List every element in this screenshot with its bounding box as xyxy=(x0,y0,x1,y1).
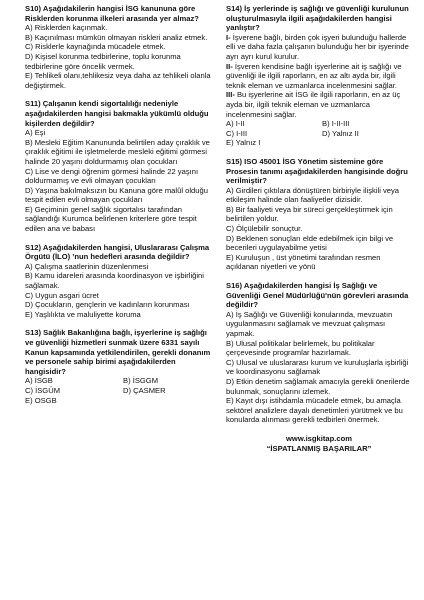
option-c: C) Ulusal ve uluslararası kurum ve kuruluşlarla işbirliği ve koordinasyonu sağlamak xyxy=(226,357,409,377)
question-13 xyxy=(25,328,215,405)
option-d: D) Beklenen sonuçları elde edebilmek için bilgi ve becerileri uygulayabilme yetisi xyxy=(226,233,394,253)
website-url: www.isgkitap.com xyxy=(286,433,352,443)
option-d: D) Yalnız II xyxy=(322,128,359,138)
option-b: B) Bir faaliyeti veya bir süreci gerçekleştirmek için belirtilen yoldur. xyxy=(226,204,393,224)
statement-label: III- xyxy=(226,90,235,100)
option-a: A) Çalışma saatlerinin düzenlenmesi xyxy=(25,261,149,271)
option-e: E) Kayıt dışı istihdamla mücadele etmek, bu amaçla sektörel analizlere dayalı denetimleri yürütmek ve bu konularda alınması gerekli tedbirleri önermek. xyxy=(226,396,403,425)
statement-text: İşverene bağlı, birden çok işyeri bulunduğu hallerde elli ve daha fazla çalışanın bulunduğu her bir işyerinde ayrı ayrı kurul kurulur. xyxy=(226,32,409,61)
question-11 xyxy=(25,99,215,233)
option-a: A) I-II xyxy=(226,119,245,129)
options-grid xyxy=(25,376,215,405)
option-e: E) Kuruluşun , üst yönetimi tarafından resmen açıklanan niyetleri ve yönü xyxy=(226,252,381,272)
option-c: C) Uygun asgari ücret xyxy=(25,290,99,300)
option-b: B) Ulusal politikalar belirlemek, bu politikalar çerçevesinde programlar hazırlamak. xyxy=(226,338,375,358)
statement-text: Bu işyerlerine ait İSG ile ilgili raporların, en az üç ayda bir, ilgili teknik eleman ve uzmanlarca incelenmesini sağlar. xyxy=(226,90,401,119)
option-a: A) Eşi xyxy=(25,128,46,138)
option-c: C) I-III xyxy=(226,128,248,138)
question-stem: S12) Aşağıdakilerden hangisi, Uluslararası Çalışma Örgütü (İLO) ’nun hedefleri arasında değildir? xyxy=(25,242,210,262)
option-a: A) İş Sağlığı ve Güvenliği konularında, mevzuatın uygulanmasını sağlamak ve mevzuat çalışması yapmak. xyxy=(226,309,393,338)
question-14 xyxy=(226,4,412,148)
statement-2 xyxy=(226,62,412,91)
option-d: D) Yaşına bakılmaksızın bu Kanuna göre malûl olduğu tespit edilen evli olmayan çocukları xyxy=(25,185,208,205)
statement-label: II- xyxy=(226,61,233,71)
question-stem: S13) Sağlık Bakanlığına bağlı, işyerlerine iş sağlığı ve güvenliği hizmetleri sunmak üzere 6331 sayılı Kanun kapsamında yetkilendirilen, gerekli donanım ve personele sahip birimi aşağıdakilerden hangisidir? xyxy=(25,328,211,376)
right-column xyxy=(226,4,412,453)
option-d: D) ÇASMER xyxy=(123,385,166,395)
left-column xyxy=(25,4,215,414)
option-b: B) Mesleki Eğitim Kanununda belirtilen aday çıraklık ve çıraklık eğitimi ile işletmelerde mesleki eğitimi görmesi halinde 20 yaşını doldurmamış olan çocukları xyxy=(25,137,210,166)
option-c: C) Ölçülebilir sonuçtur. xyxy=(226,224,303,234)
statement-1 xyxy=(226,33,412,62)
question-stem: S10) Aşağıdakilerin hangisi İSG kanununa göre Risklerden korunma ilkeleri arasında yer almaz? xyxy=(25,4,199,23)
option-d: D) Kişisel korunma tedbirlerine, toplu korunma tedbirlerine göre öncelik vermek. xyxy=(25,51,181,71)
question-stem: S16) Aşağıdakilerden hangisi İş Sağlığı ve Güvenliği Genel Müdürlüğü'nün görevleri arasında değildir? xyxy=(226,281,409,310)
option-e: E) OSGB xyxy=(25,395,57,405)
option-a: A) İSGB xyxy=(25,376,53,386)
option-c: C) Risklerle kaynağında mücadele etmek. xyxy=(25,42,166,52)
statement-text: İşveren kendisine bağlı işyerlerine ait iş sağlığı ve güvenliği ile ilgili raporların, en az altı ayda bir, ilgili teknik eleman ve uzmanlarca incelenmesini sağlar. xyxy=(226,61,402,90)
options-grid xyxy=(226,119,412,148)
question-stem: S15) ISO 45001 İSG Yönetim sistemine göre Prosesin tanımı aşağıdakilerden hangisinde doğru verilmiştir? xyxy=(226,156,408,186)
question-stem: S14) İş yerlerinde iş sağlığı ve güvenliği kurulunun oluşturulmasıyla ilgili aşağıdakilerden hangisi yanlıştır? xyxy=(226,4,409,33)
option-d: D) Çocukların, gençlerin ve kadınların korunması xyxy=(25,300,190,310)
option-e: E) Tehlikeli olanı,tehlikesiz veya daha az tehlikeli olanla değiştirmek. xyxy=(25,71,211,90)
question-12 xyxy=(25,243,215,320)
option-b: B) I-II-III xyxy=(322,119,350,129)
statement-3 xyxy=(226,90,412,119)
option-c: C) İSGÜM xyxy=(25,385,61,395)
option-b: B) Kamu idareleri arasında koordinasyon ve işbirliğini sağlamak. xyxy=(25,271,204,291)
statement-label: I- xyxy=(226,32,231,42)
question-15 xyxy=(226,157,412,272)
option-d: D) Etkin denetim sağlamak amacıyla gerekli önerilerde bulunmak, sonuçlarını izlemek. xyxy=(226,376,410,396)
option-e: E) Geçiminin genel sağlık sigortalısı tarafından sağlandığı Kurumca belirlenen kriterlere göre tespit edilen ana ve babası xyxy=(25,204,197,234)
option-a: A) Risklerden kaçınmak. xyxy=(25,23,108,33)
question-10 xyxy=(25,4,215,90)
option-b: B) İSGGM xyxy=(123,376,159,386)
slogan: “İSPATLANMIŞ BAŞARILAR” xyxy=(266,443,372,453)
question-stem: S11) Çalışanın kendi sigortalılığı nedeniyle aşağıdakilerden hangisi bakmakla yükümlü olduğu kişilerden değildir? xyxy=(25,99,209,128)
option-e: E) Yaşlılıkta ve maluliyette koruma xyxy=(25,309,141,319)
option-e: E) Yalnız I xyxy=(226,138,261,148)
option-b: B) Kaçınılması mümkün olmayan riskleri analiz etmek. xyxy=(25,32,208,42)
option-c: C) Lise ve dengi öğrenim görmesi halinde 22 yaşını doldurmamış ve evli olmayan çocukları xyxy=(25,166,199,186)
footer xyxy=(226,434,412,453)
option-a: A) Girdileri çıktılara dönüştüren birbiriyle ilişkili veya etkileşim halinde olan faaliyetler dizisidir. xyxy=(226,185,400,205)
question-16 xyxy=(226,281,412,425)
